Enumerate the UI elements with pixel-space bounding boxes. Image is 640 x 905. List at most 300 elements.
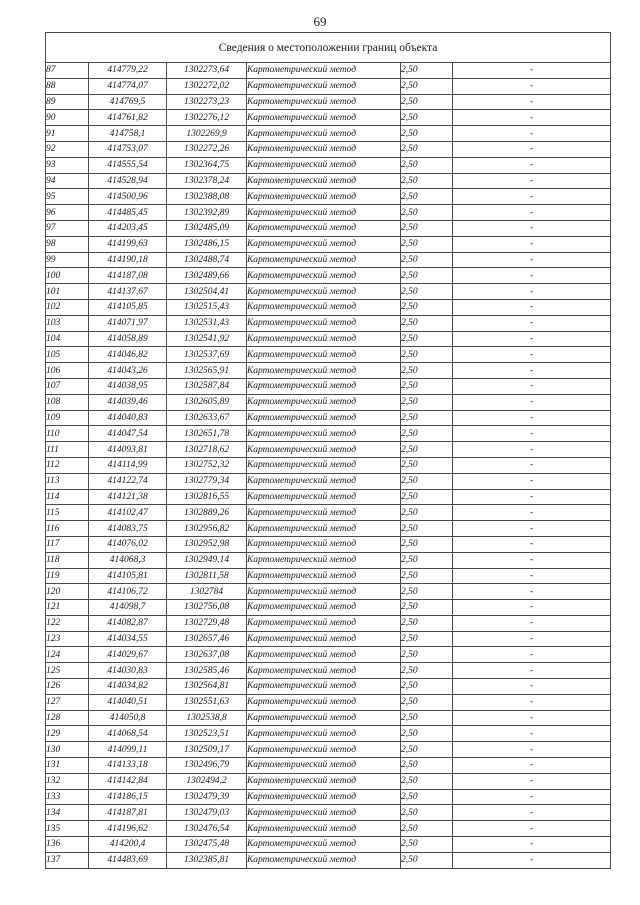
method-cell: Картометрический метод: [247, 521, 401, 537]
y-coordinate-cell: 1302485,09: [167, 220, 247, 236]
method-cell: Картометрический метод: [247, 410, 401, 426]
note-cell: -: [453, 347, 611, 363]
x-coordinate-cell: 414203,45: [89, 220, 167, 236]
method-cell: Картометрический метод: [247, 315, 401, 331]
x-coordinate-cell: 414485,45: [89, 205, 167, 221]
y-coordinate-cell: 1302494,2: [167, 773, 247, 789]
point-number-cell: 92: [46, 141, 89, 157]
x-coordinate-cell: 414050,8: [89, 710, 167, 726]
page-number: 69: [313, 14, 327, 29]
method-cell: Картометрический метод: [247, 378, 401, 394]
point-number-cell: 100: [46, 268, 89, 284]
note-cell: -: [453, 252, 611, 268]
method-cell: Картометрический метод: [247, 126, 401, 142]
table-row: [46, 568, 611, 584]
x-coordinate-cell: 414034,55: [89, 631, 167, 647]
point-number-cell: 99: [46, 252, 89, 268]
note-cell: -: [453, 726, 611, 742]
y-coordinate-cell: 1302637,08: [167, 647, 247, 663]
method-cell: Картометрический метод: [247, 331, 401, 347]
note-cell: -: [453, 647, 611, 663]
note-cell: -: [453, 852, 611, 868]
accuracy-cell: 2,50: [401, 758, 453, 774]
point-number-cell: 135: [46, 821, 89, 837]
note-cell: -: [453, 299, 611, 315]
y-coordinate-cell: 1302392,89: [167, 205, 247, 221]
table-row: [46, 726, 611, 742]
x-coordinate-cell: 414030,83: [89, 663, 167, 679]
y-coordinate-cell: 1302479,39: [167, 789, 247, 805]
y-coordinate-cell: 1302718,62: [167, 442, 247, 458]
point-number-cell: 98: [46, 236, 89, 252]
y-coordinate-cell: 1302538,8: [167, 710, 247, 726]
note-cell: -: [453, 426, 611, 442]
note-cell: -: [453, 758, 611, 774]
x-coordinate-cell: 414186,15: [89, 789, 167, 805]
table-row: [46, 110, 611, 126]
accuracy-cell: 2,50: [401, 805, 453, 821]
x-coordinate-cell: 414187,08: [89, 268, 167, 284]
table-row: [46, 679, 611, 695]
accuracy-cell: 2,50: [401, 457, 453, 473]
boundary-coordinates-table: [45, 32, 611, 869]
note-cell: -: [453, 536, 611, 552]
note-cell: -: [453, 173, 611, 189]
method-cell: Картометрический метод: [247, 205, 401, 221]
x-coordinate-cell: 414106,72: [89, 584, 167, 600]
x-coordinate-cell: 414098,7: [89, 600, 167, 616]
point-number-cell: 132: [46, 773, 89, 789]
note-cell: -: [453, 141, 611, 157]
y-coordinate-cell: 1302388,08: [167, 189, 247, 205]
table-row: [46, 426, 611, 442]
note-cell: -: [453, 126, 611, 142]
y-coordinate-cell: 1302565,91: [167, 363, 247, 379]
table-row: [46, 584, 611, 600]
accuracy-cell: 2,50: [401, 126, 453, 142]
point-number-cell: 88: [46, 78, 89, 94]
point-number-cell: 91: [46, 126, 89, 142]
x-coordinate-cell: 414029,67: [89, 647, 167, 663]
method-cell: Картометрический метод: [247, 110, 401, 126]
x-coordinate-cell: 414133,18: [89, 758, 167, 774]
point-number-cell: 125: [46, 663, 89, 679]
point-number-cell: 109: [46, 410, 89, 426]
method-cell: Картометрический метод: [247, 363, 401, 379]
accuracy-cell: 2,50: [401, 205, 453, 221]
x-coordinate-cell: 414758,1: [89, 126, 167, 142]
accuracy-cell: 2,50: [401, 157, 453, 173]
method-cell: Картометрический метод: [247, 584, 401, 600]
table-row: [46, 821, 611, 837]
point-number-cell: 111: [46, 442, 89, 458]
table-row: [46, 710, 611, 726]
x-coordinate-cell: 414137,67: [89, 284, 167, 300]
x-coordinate-cell: 414046,82: [89, 347, 167, 363]
point-number-cell: 126: [46, 679, 89, 695]
method-cell: Картометрический метод: [247, 489, 401, 505]
table-row: [46, 789, 611, 805]
point-number-cell: 95: [46, 189, 89, 205]
accuracy-cell: 2,50: [401, 473, 453, 489]
y-coordinate-cell: 1302752,32: [167, 457, 247, 473]
accuracy-cell: 2,50: [401, 110, 453, 126]
accuracy-cell: 2,50: [401, 78, 453, 94]
accuracy-cell: 2,50: [401, 268, 453, 284]
accuracy-cell: 2,50: [401, 647, 453, 663]
method-cell: Картометрический метод: [247, 631, 401, 647]
accuracy-cell: 2,50: [401, 600, 453, 616]
point-number-cell: 137: [46, 852, 89, 868]
note-cell: -: [453, 663, 611, 679]
table-row: [46, 347, 611, 363]
method-cell: Картометрический метод: [247, 189, 401, 205]
accuracy-cell: 2,50: [401, 378, 453, 394]
y-coordinate-cell: 1302651,78: [167, 426, 247, 442]
accuracy-cell: 2,50: [401, 631, 453, 647]
table-row: [46, 552, 611, 568]
table-row: [46, 837, 611, 853]
y-coordinate-cell: 1302729,48: [167, 615, 247, 631]
note-cell: -: [453, 837, 611, 853]
y-coordinate-cell: 1302272,26: [167, 141, 247, 157]
method-cell: Картометрический метод: [247, 789, 401, 805]
accuracy-cell: 2,50: [401, 821, 453, 837]
point-number-cell: 121: [46, 600, 89, 616]
table-row: [46, 489, 611, 505]
table-row: [46, 473, 611, 489]
note-cell: -: [453, 505, 611, 521]
accuracy-cell: 2,50: [401, 489, 453, 505]
method-cell: Картометрический метод: [247, 536, 401, 552]
point-number-cell: 108: [46, 394, 89, 410]
note-cell: -: [453, 615, 611, 631]
x-coordinate-cell: 414076,02: [89, 536, 167, 552]
point-number-cell: 116: [46, 521, 89, 537]
table-row: [46, 394, 611, 410]
table-row: [46, 141, 611, 157]
point-number-cell: 96: [46, 205, 89, 221]
point-number-cell: 93: [46, 157, 89, 173]
y-coordinate-cell: 1302551,63: [167, 694, 247, 710]
method-cell: Картометрический метод: [247, 157, 401, 173]
point-number-cell: 105: [46, 347, 89, 363]
x-coordinate-cell: 414093,81: [89, 442, 167, 458]
point-number-cell: 104: [46, 331, 89, 347]
table-row: [46, 63, 611, 79]
point-number-cell: 122: [46, 615, 89, 631]
x-coordinate-cell: 414769,5: [89, 94, 167, 110]
point-number-cell: 90: [46, 110, 89, 126]
note-cell: -: [453, 710, 611, 726]
table-row: [46, 647, 611, 663]
point-number-cell: 134: [46, 805, 89, 821]
accuracy-cell: 2,50: [401, 426, 453, 442]
note-cell: -: [453, 789, 611, 805]
table-row: [46, 157, 611, 173]
accuracy-cell: 2,50: [401, 347, 453, 363]
point-number-cell: 114: [46, 489, 89, 505]
method-cell: Картометрический метод: [247, 600, 401, 616]
point-number-cell: 120: [46, 584, 89, 600]
point-number-cell: 112: [46, 457, 89, 473]
accuracy-cell: 2,50: [401, 315, 453, 331]
method-cell: Картометрический метод: [247, 615, 401, 631]
y-coordinate-cell: 1302537,69: [167, 347, 247, 363]
table-row: [46, 663, 611, 679]
y-coordinate-cell: 1302385,81: [167, 852, 247, 868]
point-number-cell: 127: [46, 694, 89, 710]
note-cell: -: [453, 220, 611, 236]
method-cell: Картометрический метод: [247, 837, 401, 853]
table-row: [46, 299, 611, 315]
table-row: [46, 331, 611, 347]
note-cell: -: [453, 694, 611, 710]
point-number-cell: 118: [46, 552, 89, 568]
accuracy-cell: 2,50: [401, 615, 453, 631]
accuracy-cell: 2,50: [401, 284, 453, 300]
x-coordinate-cell: 414040,51: [89, 694, 167, 710]
note-cell: -: [453, 78, 611, 94]
x-coordinate-cell: 414483,69: [89, 852, 167, 868]
y-coordinate-cell: 1302488,74: [167, 252, 247, 268]
x-coordinate-cell: 414099,11: [89, 742, 167, 758]
accuracy-cell: 2,50: [401, 521, 453, 537]
x-coordinate-cell: 414528,94: [89, 173, 167, 189]
table-row: [46, 284, 611, 300]
table-row: [46, 205, 611, 221]
point-number-cell: 106: [46, 363, 89, 379]
x-coordinate-cell: 414083,75: [89, 521, 167, 537]
point-number-cell: 136: [46, 837, 89, 853]
table-row: [46, 615, 611, 631]
y-coordinate-cell: 1302605,89: [167, 394, 247, 410]
method-cell: Картометрический метод: [247, 141, 401, 157]
method-cell: Картометрический метод: [247, 679, 401, 695]
accuracy-cell: 2,50: [401, 141, 453, 157]
method-cell: Картометрический метод: [247, 252, 401, 268]
method-cell: Картометрический метод: [247, 821, 401, 837]
x-coordinate-cell: 414043,26: [89, 363, 167, 379]
point-number-cell: 103: [46, 315, 89, 331]
method-cell: Картометрический метод: [247, 173, 401, 189]
accuracy-cell: 2,50: [401, 363, 453, 379]
accuracy-cell: 2,50: [401, 63, 453, 79]
note-cell: -: [453, 189, 611, 205]
accuracy-cell: 2,50: [401, 94, 453, 110]
y-coordinate-cell: 1302541,92: [167, 331, 247, 347]
note-cell: -: [453, 442, 611, 458]
accuracy-cell: 2,50: [401, 189, 453, 205]
accuracy-cell: 2,50: [401, 442, 453, 458]
x-coordinate-cell: 414761,82: [89, 110, 167, 126]
method-cell: Картометрический метод: [247, 742, 401, 758]
y-coordinate-cell: 1302784: [167, 584, 247, 600]
table-row: [46, 410, 611, 426]
note-cell: -: [453, 410, 611, 426]
method-cell: Картометрический метод: [247, 726, 401, 742]
point-number-cell: 102: [46, 299, 89, 315]
y-coordinate-cell: 1302486,15: [167, 236, 247, 252]
note-cell: -: [453, 268, 611, 284]
table-header-row: [46, 33, 611, 63]
x-coordinate-cell: 414068,54: [89, 726, 167, 742]
method-cell: Картометрический метод: [247, 236, 401, 252]
y-coordinate-cell: 1302475,48: [167, 837, 247, 853]
table-row: [46, 600, 611, 616]
method-cell: Картометрический метод: [247, 852, 401, 868]
note-cell: -: [453, 773, 611, 789]
note-cell: -: [453, 363, 611, 379]
y-coordinate-cell: 1302811,58: [167, 568, 247, 584]
table-row: [46, 78, 611, 94]
table-row: [46, 268, 611, 284]
x-coordinate-cell: 414190,18: [89, 252, 167, 268]
x-coordinate-cell: 414200,4: [89, 837, 167, 853]
point-number-cell: 131: [46, 758, 89, 774]
x-coordinate-cell: 414187,81: [89, 805, 167, 821]
table-row: [46, 94, 611, 110]
y-coordinate-cell: 1302273,23: [167, 94, 247, 110]
note-cell: -: [453, 805, 611, 821]
table-body: [46, 63, 611, 869]
method-cell: Картометрический метод: [247, 426, 401, 442]
table-row: [46, 521, 611, 537]
table-row: [46, 189, 611, 205]
method-cell: Картометрический метод: [247, 442, 401, 458]
note-cell: -: [453, 315, 611, 331]
method-cell: Картометрический метод: [247, 710, 401, 726]
method-cell: Картометрический метод: [247, 78, 401, 94]
accuracy-cell: 2,50: [401, 837, 453, 853]
table-row: [46, 442, 611, 458]
note-cell: -: [453, 742, 611, 758]
x-coordinate-cell: 414122,74: [89, 473, 167, 489]
note-cell: -: [453, 631, 611, 647]
table-title: Сведения о местоположении границ объекта: [46, 33, 611, 63]
table-row: [46, 536, 611, 552]
accuracy-cell: 2,50: [401, 220, 453, 236]
y-coordinate-cell: 1302273,64: [167, 63, 247, 79]
accuracy-cell: 2,50: [401, 236, 453, 252]
x-coordinate-cell: 414039,46: [89, 394, 167, 410]
y-coordinate-cell: 1302564,81: [167, 679, 247, 695]
accuracy-cell: 2,50: [401, 505, 453, 521]
method-cell: Картометрический метод: [247, 457, 401, 473]
point-number-cell: 113: [46, 473, 89, 489]
note-cell: -: [453, 94, 611, 110]
note-cell: -: [453, 394, 611, 410]
note-cell: -: [453, 157, 611, 173]
note-cell: -: [453, 473, 611, 489]
y-coordinate-cell: 1302276,12: [167, 110, 247, 126]
y-coordinate-cell: 1302585,46: [167, 663, 247, 679]
y-coordinate-cell: 1302479,03: [167, 805, 247, 821]
note-cell: -: [453, 110, 611, 126]
x-coordinate-cell: 414500,96: [89, 189, 167, 205]
point-number-cell: 133: [46, 789, 89, 805]
note-cell: -: [453, 521, 611, 537]
table-row: [46, 742, 611, 758]
note-cell: -: [453, 236, 611, 252]
point-number-cell: 107: [46, 378, 89, 394]
point-number-cell: 123: [46, 631, 89, 647]
note-cell: -: [453, 378, 611, 394]
point-number-cell: 110: [46, 426, 89, 442]
y-coordinate-cell: 1302269,9: [167, 126, 247, 142]
table-row: [46, 126, 611, 142]
method-cell: Картометрический метод: [247, 568, 401, 584]
point-number-cell: 130: [46, 742, 89, 758]
accuracy-cell: 2,50: [401, 694, 453, 710]
accuracy-cell: 2,50: [401, 710, 453, 726]
table-row: [46, 236, 611, 252]
x-coordinate-cell: 414196,62: [89, 821, 167, 837]
method-cell: Картометрический метод: [247, 284, 401, 300]
x-coordinate-cell: 414105,85: [89, 299, 167, 315]
x-coordinate-cell: 414047,54: [89, 426, 167, 442]
y-coordinate-cell: 1302496,79: [167, 758, 247, 774]
point-number-cell: 87: [46, 63, 89, 79]
method-cell: Картометрический метод: [247, 505, 401, 521]
x-coordinate-cell: 414102,47: [89, 505, 167, 521]
point-number-cell: 101: [46, 284, 89, 300]
x-coordinate-cell: 414068,3: [89, 552, 167, 568]
note-cell: -: [453, 63, 611, 79]
table-row: [46, 805, 611, 821]
method-cell: Картометрический метод: [247, 758, 401, 774]
note-cell: -: [453, 284, 611, 300]
y-coordinate-cell: 1302509,17: [167, 742, 247, 758]
x-coordinate-cell: 414121,38: [89, 489, 167, 505]
point-number-cell: 97: [46, 220, 89, 236]
table-row: [46, 758, 611, 774]
x-coordinate-cell: 414105,81: [89, 568, 167, 584]
y-coordinate-cell: 1302816,55: [167, 489, 247, 505]
point-number-cell: 129: [46, 726, 89, 742]
x-coordinate-cell: 414058,89: [89, 331, 167, 347]
x-coordinate-cell: 414038,95: [89, 378, 167, 394]
table-row: [46, 363, 611, 379]
x-coordinate-cell: 414753,07: [89, 141, 167, 157]
table-row: [46, 173, 611, 189]
table-row: [46, 457, 611, 473]
accuracy-cell: 2,50: [401, 410, 453, 426]
accuracy-cell: 2,50: [401, 789, 453, 805]
accuracy-cell: 2,50: [401, 173, 453, 189]
y-coordinate-cell: 1302515,43: [167, 299, 247, 315]
accuracy-cell: 2,50: [401, 742, 453, 758]
accuracy-cell: 2,50: [401, 773, 453, 789]
point-number-cell: 89: [46, 94, 89, 110]
accuracy-cell: 2,50: [401, 584, 453, 600]
accuracy-cell: 2,50: [401, 663, 453, 679]
y-coordinate-cell: 1302756,08: [167, 600, 247, 616]
y-coordinate-cell: 1302272,02: [167, 78, 247, 94]
point-number-cell: 128: [46, 710, 89, 726]
y-coordinate-cell: 1302779,34: [167, 473, 247, 489]
method-cell: Картометрический метод: [247, 647, 401, 663]
accuracy-cell: 2,50: [401, 568, 453, 584]
table-row: [46, 378, 611, 394]
table-row: [46, 220, 611, 236]
x-coordinate-cell: 414555,54: [89, 157, 167, 173]
method-cell: Картометрический метод: [247, 220, 401, 236]
note-cell: -: [453, 489, 611, 505]
method-cell: Картометрический метод: [247, 299, 401, 315]
accuracy-cell: 2,50: [401, 394, 453, 410]
note-cell: -: [453, 679, 611, 695]
